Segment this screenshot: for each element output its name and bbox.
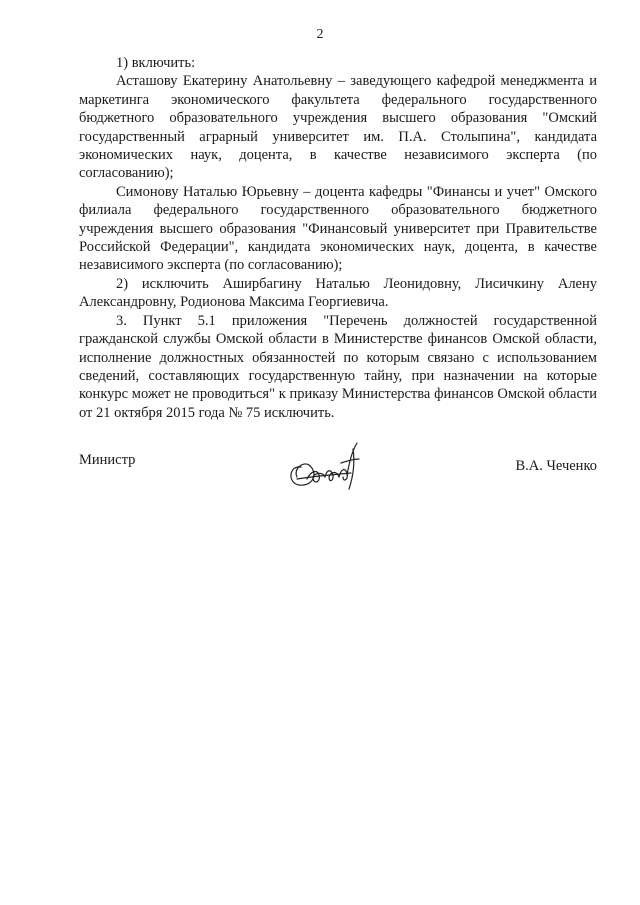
document-body (79, 54, 597, 422)
signatory-title: Министр (79, 452, 136, 468)
paragraph-expert-astashova: Асташову Екатерину Анатольевну – заведующего кафедрой менеджмента и маркетинга экономического факультета федерального государственного бюджетного образовательного учреждения высшего образования "Омский государственный аграрный университет им. П.А. Столыпина", кандидата экономических наук, доцента, в качестве независимого эксперта (по согласованию); (79, 73, 597, 182)
paragraph-point-3: 3. Пункт 5.1 приложения "Перечень должностей государственной гражданской службы Омской области в Министерстве финансов Омской области, исполнение должностных обязанностей по которым связано с использованием сведений, составляющих государственную тайну, при назначении на которые конкурс может не проводиться" к приказу Министерства финансов Омской области от 21 октября 2015 года № 75 исключить. (79, 312, 597, 421)
paragraph-item-2-exclude: 2) исключить Аширбагину Наталью Леонидовну, Лисичкину Алену Александровну, Родионова Максима Георгиевича. (79, 275, 597, 311)
page-number: 2 (316, 27, 324, 42)
paragraph-item-1-heading: 1) включить: (116, 55, 196, 71)
signature-block (79, 445, 597, 495)
paragraph-expert-simonova: Симонову Наталью Юрьевну – доцента кафедры "Финансы и учет" Омского филиала федерального государственного образовательного бюджетного учреждения высшего образования "Финансовый университет при Правительстве Российской Федерации", кандидата экономических наук, доцента, в качестве независимого эксперта (по согласованию); (79, 183, 597, 274)
signatory-name: В.А. Чеченко (515, 458, 597, 474)
handwritten-signature (279, 435, 379, 495)
